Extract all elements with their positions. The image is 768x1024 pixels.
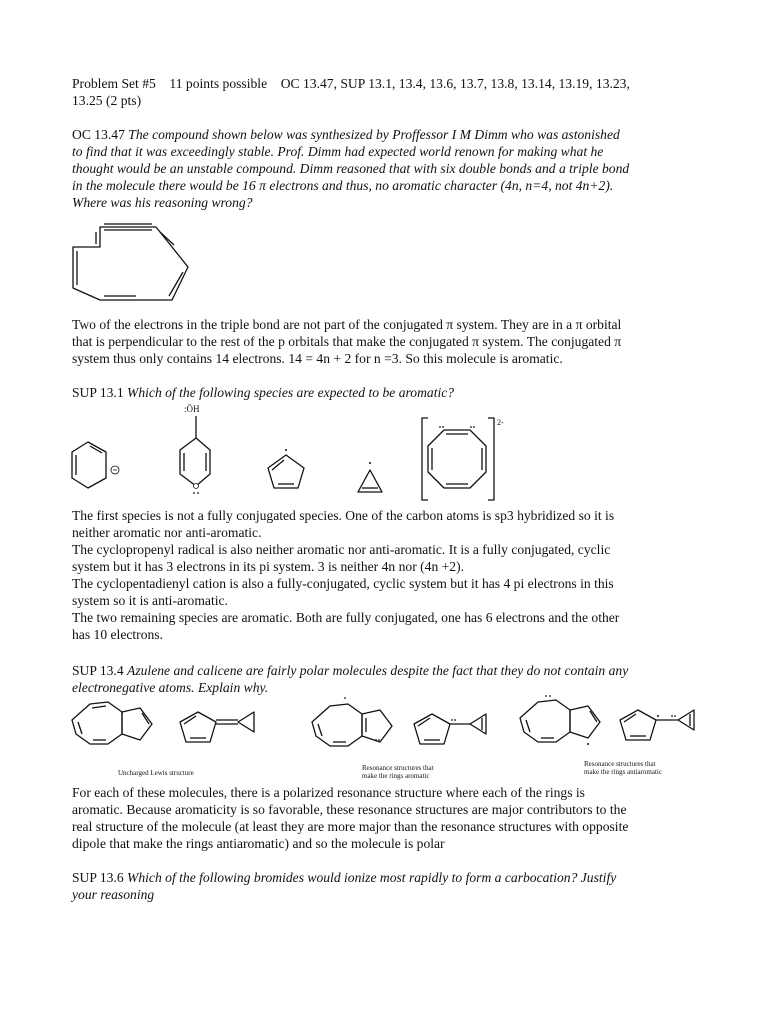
q3-answer-line-4: dipole that make the rings antiaromatic) and so the molecule is polar <box>72 836 445 851</box>
problem-set-title: Problem Set #5 <box>72 76 156 91</box>
cyclooctatetraene-dianion-structure <box>422 418 504 500</box>
caption-aromatic-line-1: Resonance structures that <box>362 764 434 772</box>
caption-antiaromatic-line-1: Resonance structures that <box>584 760 656 768</box>
q3-answer-line-2: aromatic. Because aromaticity is so favorable, these resonance structures are major contributors to the <box>72 802 627 817</box>
azulene-structure <box>72 702 152 744</box>
caption-uncharged: Uncharged Lewis structure <box>118 769 194 777</box>
q2-line-1 <box>72 384 454 401</box>
azulene-aromatic-resonance-structure <box>312 697 392 746</box>
q3-answer-line-3: real structure of the molecule (at least they are more major than the resonance structures with opposite <box>72 819 629 834</box>
q3-line-2: electronegative atoms. Explain why. <box>72 680 269 695</box>
q4-line-1 <box>72 869 616 886</box>
q1-line-3: thought would be an unstable compound. Dimm reasoned that with six double bonds and a triple bond <box>72 161 630 176</box>
points-possible: 11 points possible <box>169 76 268 91</box>
oh-label: :ÖH <box>184 404 200 414</box>
cyclopentadienyl-structure <box>268 449 304 488</box>
q1-question-text: The compound shown below was synthesized by Proffessor I M Dimm who was astonished <box>128 127 620 142</box>
azulene-calicene-structures <box>60 692 710 762</box>
problem-list: OC 13.47, SUP 13.1, 13.4, 13.6, 13.7, 13.8, 13.14, 13.19, 13.23, <box>280 76 630 91</box>
q1-answer-line-2: that is perpendicular to the rest of the p orbitals that make the conjugated π system. The conjugated π <box>72 334 622 349</box>
q3-line-1 <box>72 662 628 679</box>
cyclopropenyl-structure <box>358 462 382 492</box>
q2-answer-line-4: system but it has 3 electrons in its pi system. 3 is neither 4n nor (4n +2). <box>72 559 465 574</box>
calicene-structure <box>180 712 254 742</box>
header-line-2: 13.25 (2 pts) <box>72 93 142 108</box>
azulene-antiaromatic-resonance-structure <box>520 695 600 745</box>
q1-answer-line-3: system thus only contains 14 electrons. 14 = 4n + 2 for n =3. So this molecule is aromatic. <box>72 351 563 366</box>
q3-answer-line-1: For each of these molecules, there is a polarized resonance structure where each of the rings is <box>72 785 585 800</box>
caption-aromatic-line-2: make the rings aromatic <box>362 772 430 780</box>
q4-question-text: Which of the following bromides would ionize most rapidly to form a carbocation? Justify <box>127 870 617 885</box>
q2-answer-line-7: The two remaining species are aromatic. Both are fully conjugated, one has 6 electrons and the other <box>72 610 620 625</box>
pyridinone-structure <box>180 404 210 494</box>
q3-question-text: Azulene and calicene are fairly polar molecules despite the fact that they do not contain any <box>127 663 629 678</box>
q2-answer-line-3: The cyclopropenyl radical is also neither aromatic nor anti-aromatic. It is a fully conjugated, cyclic <box>72 542 611 557</box>
calicene-antiaromatic-resonance-structure <box>620 710 694 740</box>
q4-line-2: your reasoning <box>72 887 155 902</box>
aromatic-species-structures <box>60 400 520 505</box>
q1-line-4: in the molecule there would be 16 π electrons and thus, no aromatic character (4n, n=4, not 4n+2). <box>72 178 614 193</box>
q2-answer-line-1: The first species is not a fully conjugated species. One of the carbon atoms is sp3 hybridized so it is <box>72 508 615 523</box>
q3-label: SUP 13.4 <box>72 663 124 678</box>
q2-answer-line-2: neither aromatic nor anti-aromatic. <box>72 525 262 540</box>
q2-answer-line-8: has 10 electrons. <box>72 627 163 642</box>
caption-antiaromatic-line-2: make the rings antiaromatic <box>584 768 662 776</box>
q4-label: SUP 13.6 <box>72 870 124 885</box>
cyclohexadienyl-structure <box>72 442 119 488</box>
q1-line-1 <box>72 126 620 143</box>
q2-answer-line-6: system so it is anti-aromatic. <box>72 593 228 608</box>
charge-label: 2- <box>497 418 504 427</box>
q1-answer-line-1: Two of the electrons in the triple bond are not part of the conjugated π system. They are in a π orbital <box>72 317 622 332</box>
q2-answer-line-5: The cyclopentadienyl cation is also a fully-conjugated, cyclic system but it has 4 pi electrons in this <box>72 576 614 591</box>
q2-label: SUP 13.1 <box>72 385 124 400</box>
q2-question-text: Which of the following species are expected to be aromatic? <box>127 385 455 400</box>
calicene-aromatic-resonance-structure <box>414 714 486 744</box>
q1-line-5: Where was his reasoning wrong? <box>72 195 253 210</box>
q1-line-2: to find that it was exceedingly stable. Prof. Dimm had expected world renown for making what he <box>72 144 604 159</box>
header-line-1 <box>72 75 630 92</box>
annulene-structure <box>60 214 220 314</box>
q1-label: OC 13.47 <box>72 127 125 142</box>
